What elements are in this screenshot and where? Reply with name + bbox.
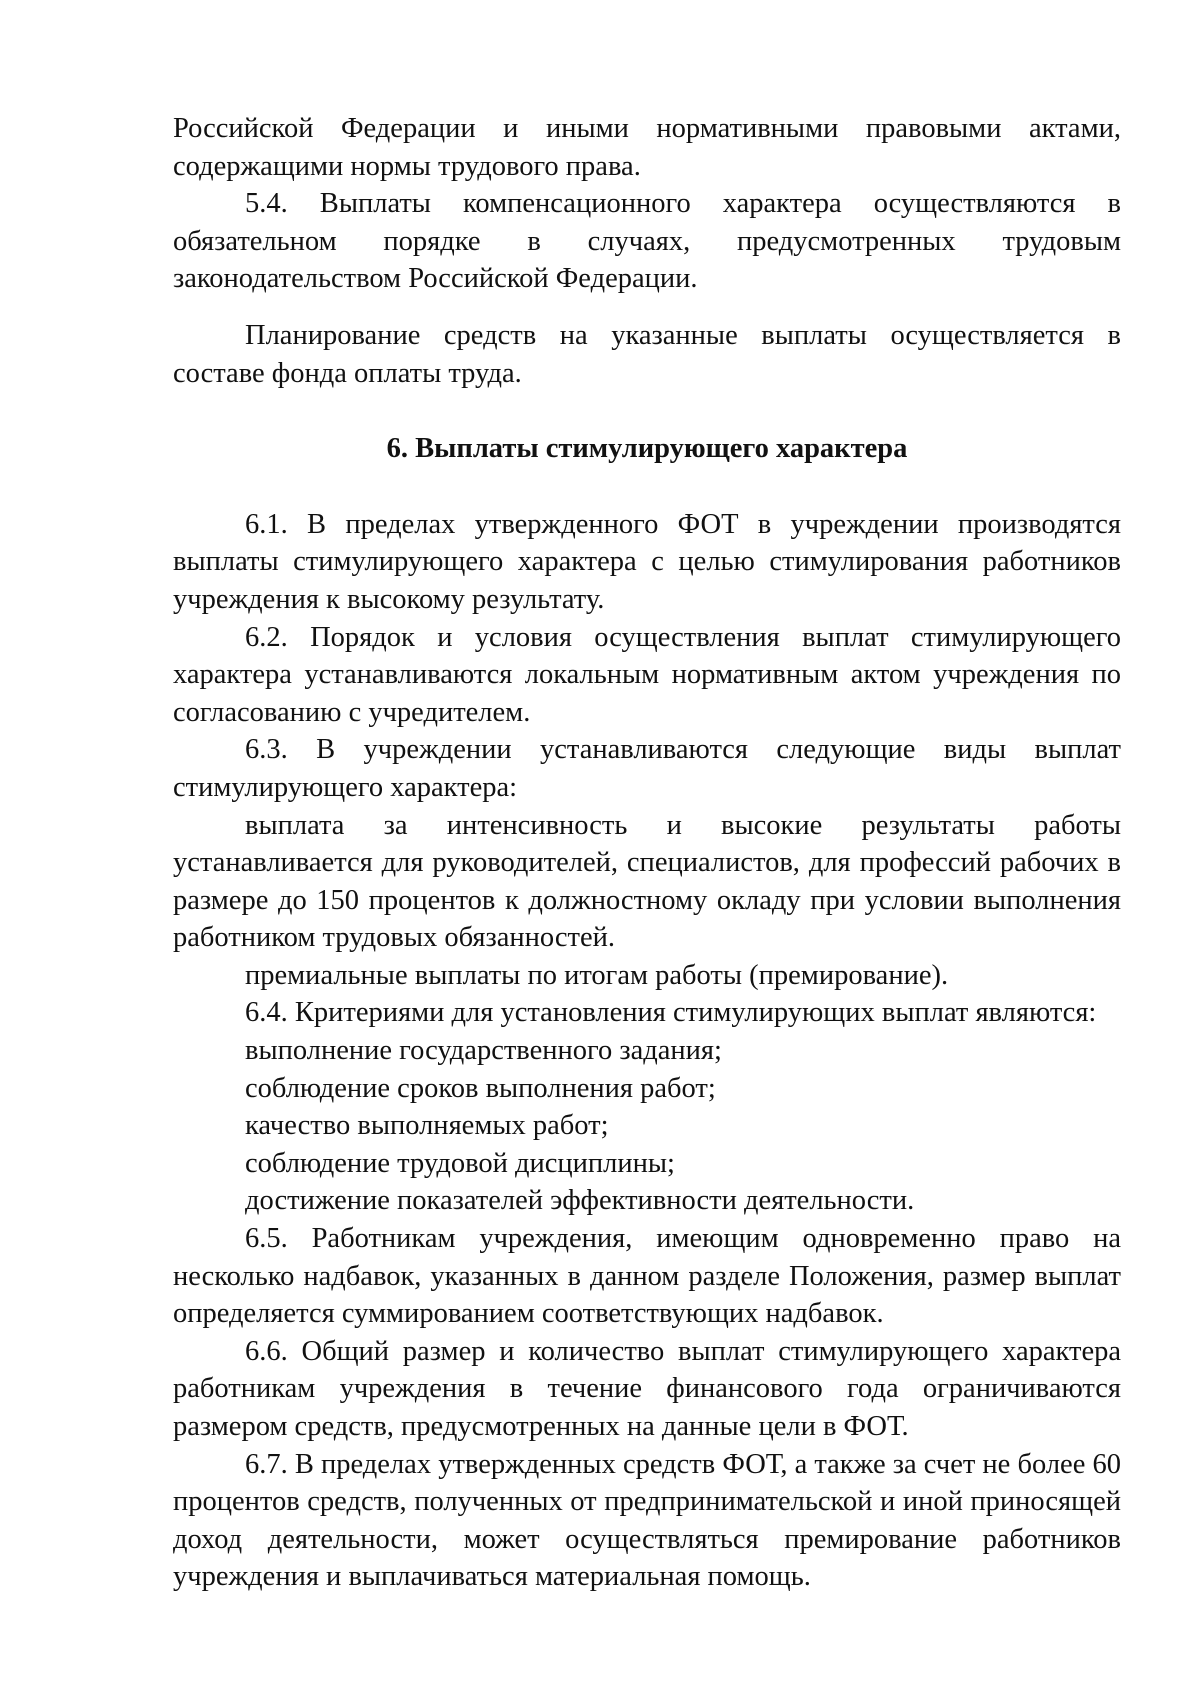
paragraph-intro: Российской Федерации и иными нормативными правовыми актами, содержащими нормы трудового права.	[173, 113, 1121, 182]
spacer	[173, 298, 1121, 317]
spacer	[173, 468, 1121, 506]
paragraph-6-3: 6.3. В учреждении устанавливаются следующие виды выплат стимулирующего характера:	[173, 734, 1121, 803]
criteria-item: соблюдение сроков выполнения работ;	[245, 1072, 716, 1104]
paragraph-6-2: 6.2. Порядок и условия осуществления выплат стимулирующего характера устанавливаются локальным нормативным актом учреждения по согласованию с учредителем.	[173, 621, 1121, 728]
paragraph-6-5: 6.5. Работникам учреждения, имеющим одновременно право на несколько надбавок, указанных в данном разделе Положения, размер выплат определяется суммированием соответствующих надбавок.	[173, 1223, 1121, 1330]
criteria-item: качество выполняемых работ;	[245, 1110, 609, 1142]
section-heading: 6. Выплаты стимулирующего характера	[386, 433, 908, 465]
criteria-item: выполнение государственного задания;	[245, 1035, 722, 1067]
spacer	[173, 392, 1121, 430]
criteria-item: достижение показателей эффективности деятельности.	[245, 1185, 915, 1217]
paragraph-planning: Планирование средств на указанные выплаты осуществляется в составе фонда оплаты труда.	[173, 319, 1121, 389]
paragraph-6-3-intensity: выплата за интенсивность и высокие результаты работы устанавливается для руководителей, специалистов, для профессий рабочих в размере до 150 процентов к должностному окладу при условии выполнения работником трудовых обязанностей.	[173, 809, 1121, 954]
paragraph-6-3-bonus: премиальные выплаты по итогам работы (премирование).	[245, 959, 949, 991]
criteria-item: соблюдение трудовой дисциплины;	[245, 1147, 675, 1179]
paragraph-6-4: 6.4. Критериями для установления стимулирующих выплат являются:	[245, 997, 1097, 1029]
paragraph-5-4: 5.4. Выплаты компенсационного характера осуществляются в обязательном порядке в случаях, предусмотренных трудовым законодательством Российской Федерации.	[173, 188, 1121, 295]
paragraph-6-1: 6.1. В пределах утвержденного ФОТ в учреждении производятся выплаты стимулирующего характера с целью стимулирования работников учреждения к высокому результату.	[173, 508, 1121, 615]
paragraph-6-6: 6.6. Общий размер и количество выплат стимулирующего характера работникам учреждения в течение финансового года ограничиваются размером средств, предусмотренных на данные цели в ФОТ.	[173, 1335, 1121, 1442]
paragraph-6-7: 6.7. В пределах утвержденных средств ФОТ, а также за счет не более 60 процентов средств, полученных от предпринимательской и иной приносящей доход деятельности, может осуществляться премирование работников учреждения и выплачиваться материальная помощь.	[173, 1448, 1121, 1593]
document-page	[173, 110, 1121, 1596]
